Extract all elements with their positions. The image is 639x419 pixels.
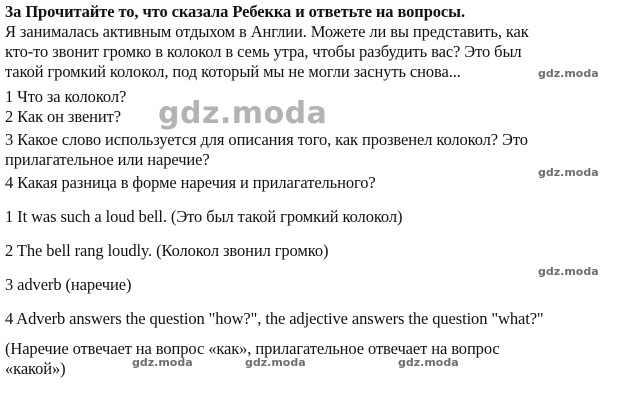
question-line: 3 Какое слово используется для описания того, как прозвенел колокол? Это	[5, 130, 528, 149]
note-line: (Наречие отвечает на вопрос «как», прилагательное отвечает на вопрос	[5, 339, 500, 358]
answer-line: 1 It was such a loud bell. (Это был такой громкий колокол)	[5, 207, 403, 226]
question-line: прилагательное или наречие?	[5, 150, 210, 169]
watermark-small: gdz.moda	[245, 356, 306, 369]
passage-line: такой громкий колокол, под который мы не могли заснуть снова...	[5, 62, 461, 81]
watermark-small: gdz.moda	[132, 356, 193, 369]
watermark-small: gdz.moda	[398, 356, 459, 369]
watermark-small: gdz.moda	[538, 265, 599, 278]
question-line: 4 Какая разница в форме наречия и прилагательного?	[5, 173, 376, 192]
watermark-small: gdz.moda	[538, 67, 599, 80]
answer-line: 2 The bell rang loudly. (Колокол звонил громко)	[5, 241, 329, 260]
watermark-small: gdz.moda	[538, 166, 599, 179]
watermark-large: gdz.moda	[158, 96, 328, 131]
question-line: 1 Что за колокол?	[5, 87, 127, 106]
exercise-title: 3a Прочитайте то, что сказала Ребекка и ответьте на вопросы.	[5, 2, 465, 21]
answer-line: 3 adverb (наречие)	[5, 275, 132, 294]
question-line: 2 Как он звенит?	[5, 107, 121, 126]
answer-line: 4 Adverb answers the question "how?", the adjective answers the question "what?"	[5, 309, 544, 328]
note-line: «какой»)	[5, 359, 66, 378]
passage-line: кто-то звонит громко в колокол в семь утра, чтобы разбудить вас? Это был	[5, 42, 522, 61]
passage-line: Я занималась активным отдыхом в Англии. Можете ли вы представить, как	[5, 22, 529, 41]
